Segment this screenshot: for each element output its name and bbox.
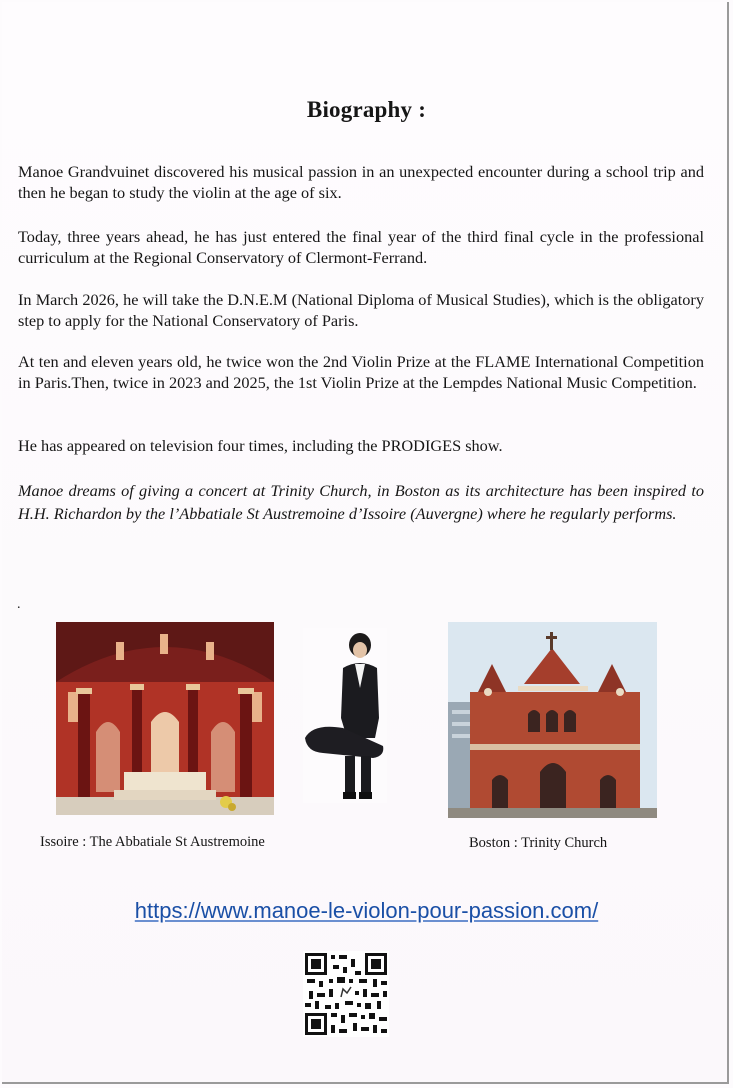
abbey-caption: Issoire : The Abbatiale St Austremoine	[40, 834, 265, 850]
qr-code[interactable]	[303, 951, 389, 1037]
trinity-church-photo	[448, 622, 657, 818]
bio-paragraph-2: Today, three years ahead, he has just entered the final year of the third final cycle in the professional curriculum at the Regional Conservatory of Clermont-Ferrand.	[18, 227, 704, 267]
dream-paragraph: Manoe dreams of giving a concert at Trinity Church, in Boston as its architecture has been inspired to H.H. Richardon by the l’Abbatiale St Austremoine d’Issoire (Auvergne) where he regularly performs.	[18, 481, 704, 523]
website-link[interactable]: https://www.manoe-le-violon-pour-passion.com/	[134, 898, 599, 923]
stray-dot: .	[17, 597, 21, 612]
page-title: Biography :	[306, 97, 427, 122]
abbey-interior-photo	[56, 622, 274, 815]
violinist-photo	[303, 628, 387, 803]
bio-paragraph-1: Manoe Grandvuinet discovered his musical passion in an unexpected encounter during a school trip and then he began to study the violin at the age of six.	[18, 162, 704, 202]
bio-paragraph-4: At ten and eleven years old, he twice won the 2nd Violin Prize at the FLAME International Competition in Paris.Then, twice in 2023 and 2025, the 1st Violin Prize at the Lempdes National Music Competition.	[18, 352, 704, 392]
bio-paragraph-5: He has appeared on television four times, including the PRODIGES show.	[18, 436, 503, 455]
bio-paragraph-3: In March 2026, he will take the D.N.E.M (National Diploma of Musical Studies), which is the obligatory step to apply for the National Conservatory of Paris.	[18, 290, 704, 330]
trinity-caption: Boston : Trinity Church	[469, 835, 608, 851]
